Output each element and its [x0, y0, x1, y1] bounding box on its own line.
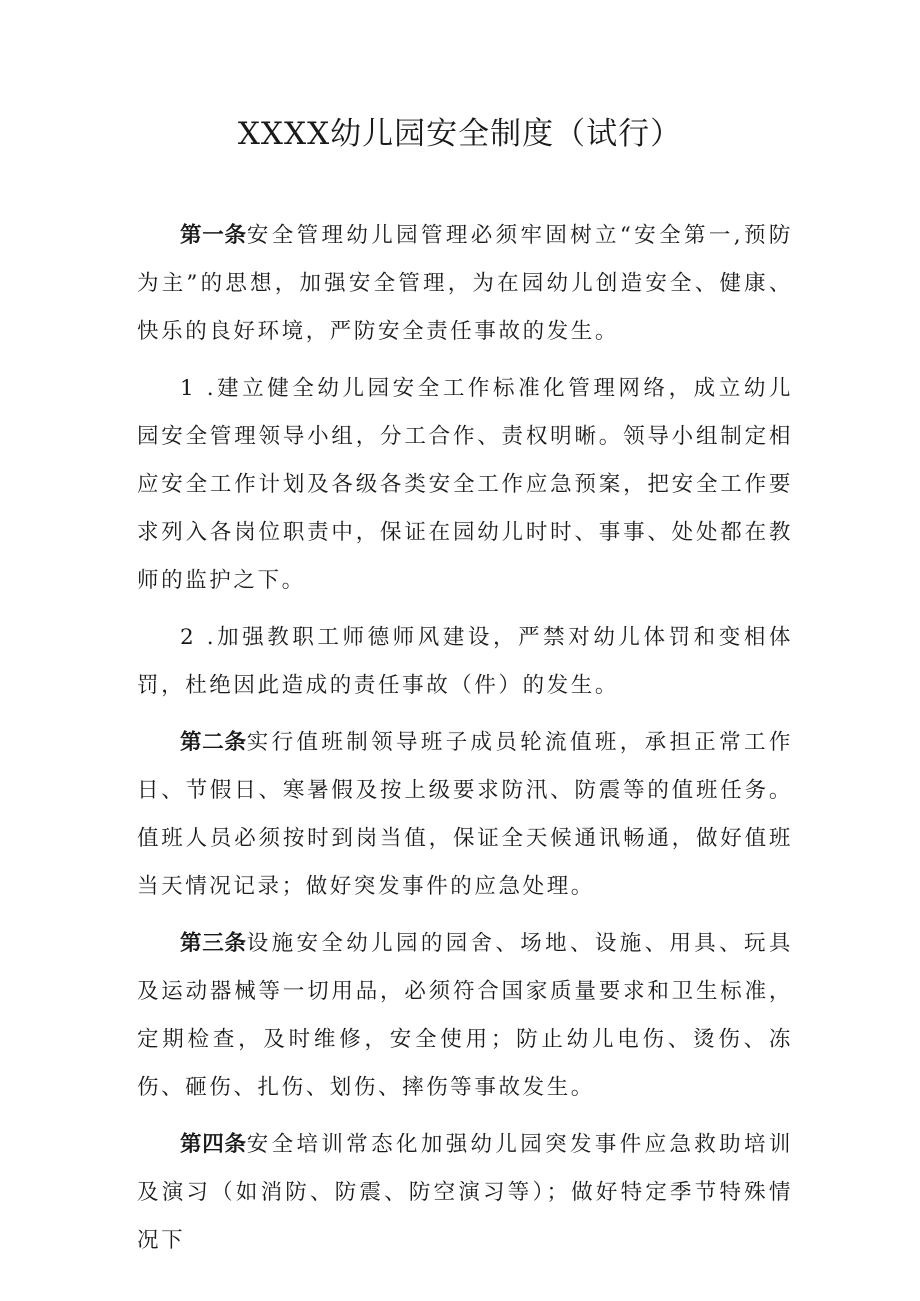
paragraph-article-3: [137, 920, 793, 1112]
paragraph-article-4: [137, 1121, 793, 1265]
paragraph-text: 安全管理幼儿园管理必须牢固树立“安全第一,预防为主”的思想，加强安全管理，为在园幼儿创造安全、健康、快乐的良好环境，严防安全责任事故的发生。: [137, 223, 793, 344]
paragraph-text: 设施安全幼儿园的园舍、场地、设施、用具、玩具及运动器械等一切用品，必须符合国家质量要求和卫生标准，定期检查，及时维修，安全使用；防止幼儿电伤、烫伤、冻伤、砸伤、扎伤、划伤、摔伤等事故发生。: [137, 931, 793, 1100]
paragraph-article-1: [137, 212, 793, 356]
paragraph-text: 实行值班制领导班子成员轮流值班，承担正常工作日、节假日、寒暑假及按上级要求防汛、防震等的值班任务。值班人员必须按时到岗当值，保证全天候通讯畅通，做好值班当天情况记录；做好突发事件的应急处理。: [137, 730, 793, 899]
paragraph-article-2: [137, 719, 793, 911]
article-label: 第四条: [180, 1132, 247, 1157]
document-body: [137, 212, 793, 1274]
article-label: 第一条: [180, 223, 247, 248]
paragraph-text: 2 .加强教职工师德师风建设，严禁对幼儿体罚和变相体罚，杜绝因此造成的责任事故（件）的发生。: [137, 625, 793, 698]
paragraph-item-1: [137, 365, 793, 605]
paragraph-text: 安全培训常态化加强幼儿园突发事件应急救助培训及演习（如消防、防震、防空演习等）；做好特定季节特殊情况下: [137, 1132, 793, 1253]
document-title: XXXX幼儿园安全制度（试行）: [237, 116, 683, 152]
article-label: 第二条: [180, 730, 247, 755]
article-label: 第三条: [180, 931, 247, 956]
paragraph-text: 1 .建立健全幼儿园安全工作标准化管理网络，成立幼儿园安全管理领导小组，分工合作、责权明晰。领导小组制定相应安全工作计划及各级各类安全工作应急预案，把安全工作要求列入各岗位职责中，保证在园幼儿时时、事事、处处都在教师的监护之下。: [137, 376, 793, 593]
paragraph-item-2: [137, 614, 793, 710]
